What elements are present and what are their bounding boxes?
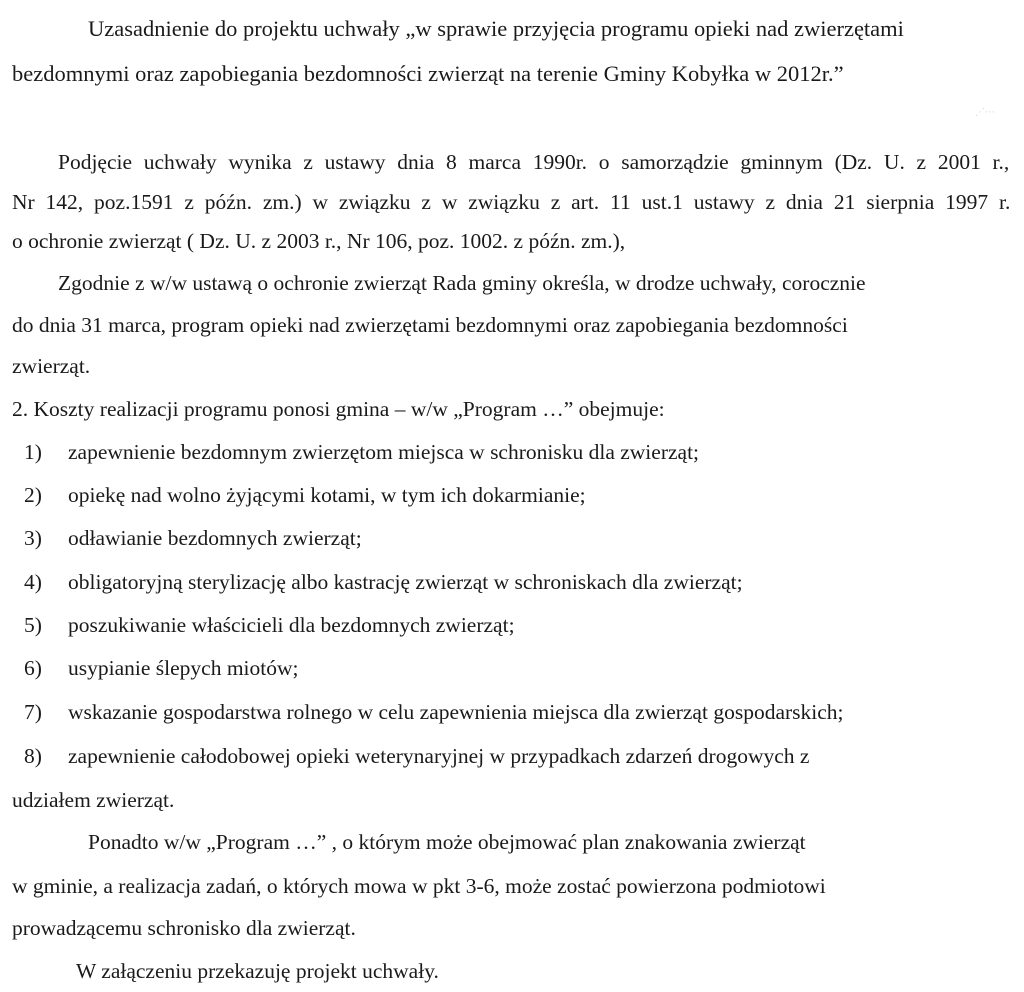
list-item-text: obligatoryjną sterylizację albo kastrację zwierząt w schroniskach dla zwierząt;	[68, 570, 743, 594]
list-item-number: 8)	[24, 744, 42, 768]
closing-line: W załączeniu przekazuję projekt uchwały.	[76, 959, 439, 983]
para3-line: 2. Koszty realizacji programu ponosi gmina – w/w „Program …” obejmuje:	[12, 397, 665, 421]
list-item	[24, 437, 699, 467]
list-item-number: 4)	[24, 570, 42, 594]
list-item-number: 3)	[24, 526, 42, 550]
list-item	[24, 523, 362, 553]
para4-line-1: Ponadto w/w „Program …” , o którym może obejmować plan znakowania zwierząt	[88, 830, 806, 854]
list-item	[24, 741, 809, 771]
para4-line-2: w gminie, a realizacja zadań, o których mowa w pkt 3-6, może zostać powierzona podmiotowi	[12, 874, 826, 898]
scan-smudge: ⋰⋯	[975, 107, 995, 118]
para1-line-1: Podjęcie uchwały wynika z ustawy dnia 8 marca 1990r. o samorządzie gminnym (Dz. U. z 2001 r.,	[58, 150, 1010, 174]
list-item-number: 5)	[24, 613, 42, 637]
para2-line-1: Zgodnie z w/w ustawą o ochronie zwierząt Rada gminy określa, w drodze uchwały, corocznie	[58, 271, 866, 295]
list-item	[24, 697, 844, 727]
list-item-text: zapewnienie bezdomnym zwierzętom miejsca w schronisku dla zwierząt;	[68, 440, 700, 464]
list-item-text: poszukiwanie właścicieli dla bezdomnych zwierząt;	[68, 613, 515, 637]
list-item-number: 7)	[24, 700, 42, 724]
para2-line-3: zwierząt.	[12, 354, 91, 378]
list-item-text: opiekę nad wolno żyjącymi kotami, w tym ich dokarmianie;	[68, 483, 586, 507]
list-item-text: usypianie ślepych miotów;	[68, 656, 299, 680]
para4-line-3: prowadzącemu schronisko dla zwierząt.	[12, 916, 356, 940]
list-item-number: 2)	[24, 483, 42, 507]
list-item-text: zapewnienie całodobowej opieki weterynaryjnej w przypadkach zdarzeń drogowych z	[68, 744, 810, 768]
list-item-text: odławianie bezdomnych zwierząt;	[68, 526, 362, 550]
para2-line-2: do dnia 31 marca, program opieki nad zwierzętami bezdomnymi oraz zapobiegania bezdomności	[12, 313, 848, 337]
list-item	[24, 567, 743, 597]
title-line-1: Uzasadnienie do projektu uchwały „w sprawie przyjęcia programu opieki nad zwierzętami	[88, 16, 904, 41]
list-item	[24, 480, 586, 510]
list-item-number: 6)	[24, 656, 42, 680]
list-continuation: udziałem zwierząt.	[12, 788, 175, 812]
list-item-number: 1)	[24, 440, 42, 464]
list-item-text: wskazanie gospodarstwa rolnego w celu zapewnienia miejsca dla zwierząt gospodarskich;	[68, 700, 844, 724]
list-item	[24, 610, 515, 640]
para1-line-2: Nr 142, poz.1591 z późn. zm.) w związku z w związku z art. 11 ust.1 ustawy z dnia 21 sierpnia 1997 r.	[12, 190, 1011, 214]
para1-line-3: o ochronie zwierząt ( Dz. U. z 2003 r., Nr 106, poz. 1002. z późn. zm.),	[12, 229, 626, 253]
title-line-2: bezdomnymi oraz zapobiegania bezdomności zwierząt na terenie Gminy Kobyłka w 2012r.”	[12, 61, 844, 86]
list-item	[24, 653, 299, 683]
